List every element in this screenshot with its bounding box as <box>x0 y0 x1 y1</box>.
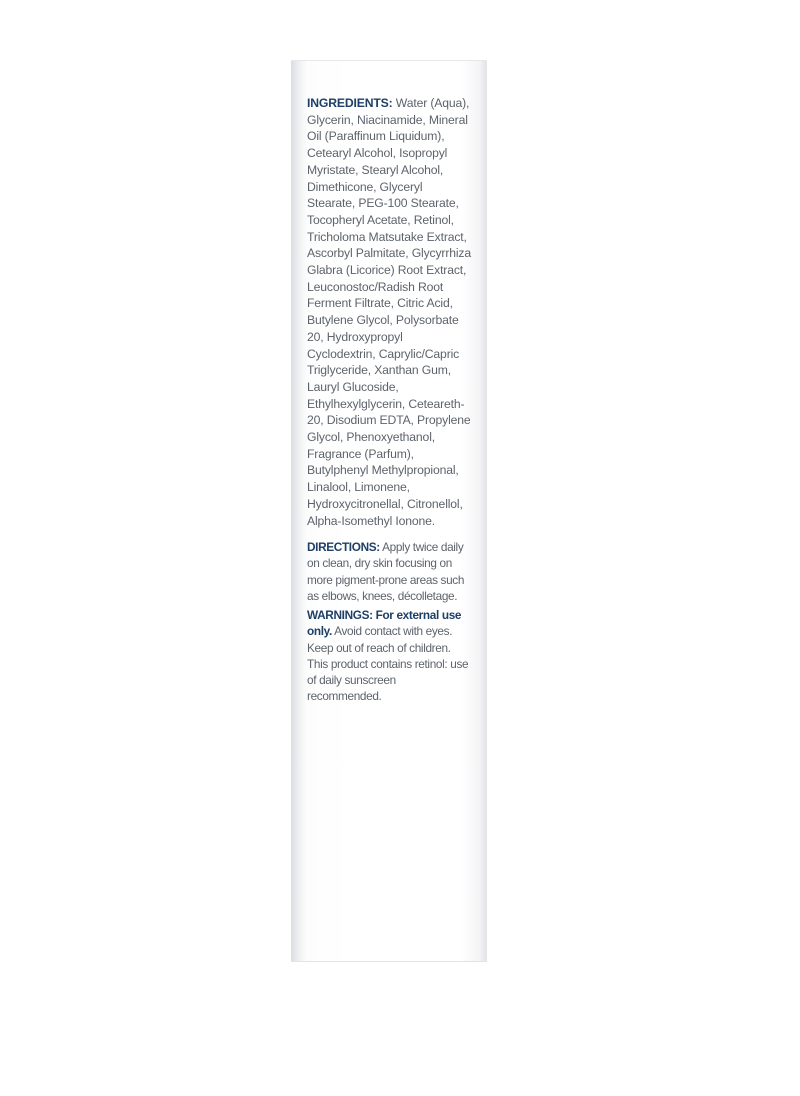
ingredients-heading: INGREDIENTS: <box>307 96 393 110</box>
directions-section <box>307 539 473 604</box>
label-text-column <box>307 95 473 704</box>
ingredients-section <box>307 95 473 529</box>
warnings-heading: WARNINGS: For external use only. <box>307 608 462 639</box>
directions-text: Apply twice daily on clean, dry skin focusing on more pigment-prone areas such as elbows, knees, décolletage. <box>307 540 465 603</box>
package-side-panel <box>291 60 487 962</box>
warnings-section <box>307 607 473 704</box>
directions-heading: DIRECTIONS: <box>307 540 380 555</box>
ingredients-list: Water (Aqua), Glycerin, Niacinamide, Mineral Oil (Paraffinum Liquidum), Cetearyl Alcohol, Isopropyl Myristate, Stearyl Alcohol, Dimethicone, Glyceryl Stearate, PEG-100 Stearate, Tocopheryl Acetate, Retinol, Tricholoma Matsutake Extract, Ascorbyl Palmitate, Glycyrrhiza Glabra (Licorice) Root Extract, Leuconostoc/Radish Root Ferment Filtrate, Citric Acid, Butylene Glycol, Polysorbate 20, Hydroxypropyl Cyclodextrin, Caprylic/Capric Triglyceride, Xanthan Gum, Lauryl Glucoside, Ethylhexylglycerin, Ceteareth-20, Disodium EDTA, Propylene Glycol, Phenoxyethanol, Fragrance (Parfum), Butylphenyl Methylpropional, Linalool, Limonene, Hydroxycitronellal, Citronellol, Alpha-Isomethyl Ionone. <box>307 96 471 528</box>
warnings-text: Avoid contact with eyes. Keep out of reach of children. This product contains retinol: use of daily sunscreen recommended. <box>307 624 469 704</box>
